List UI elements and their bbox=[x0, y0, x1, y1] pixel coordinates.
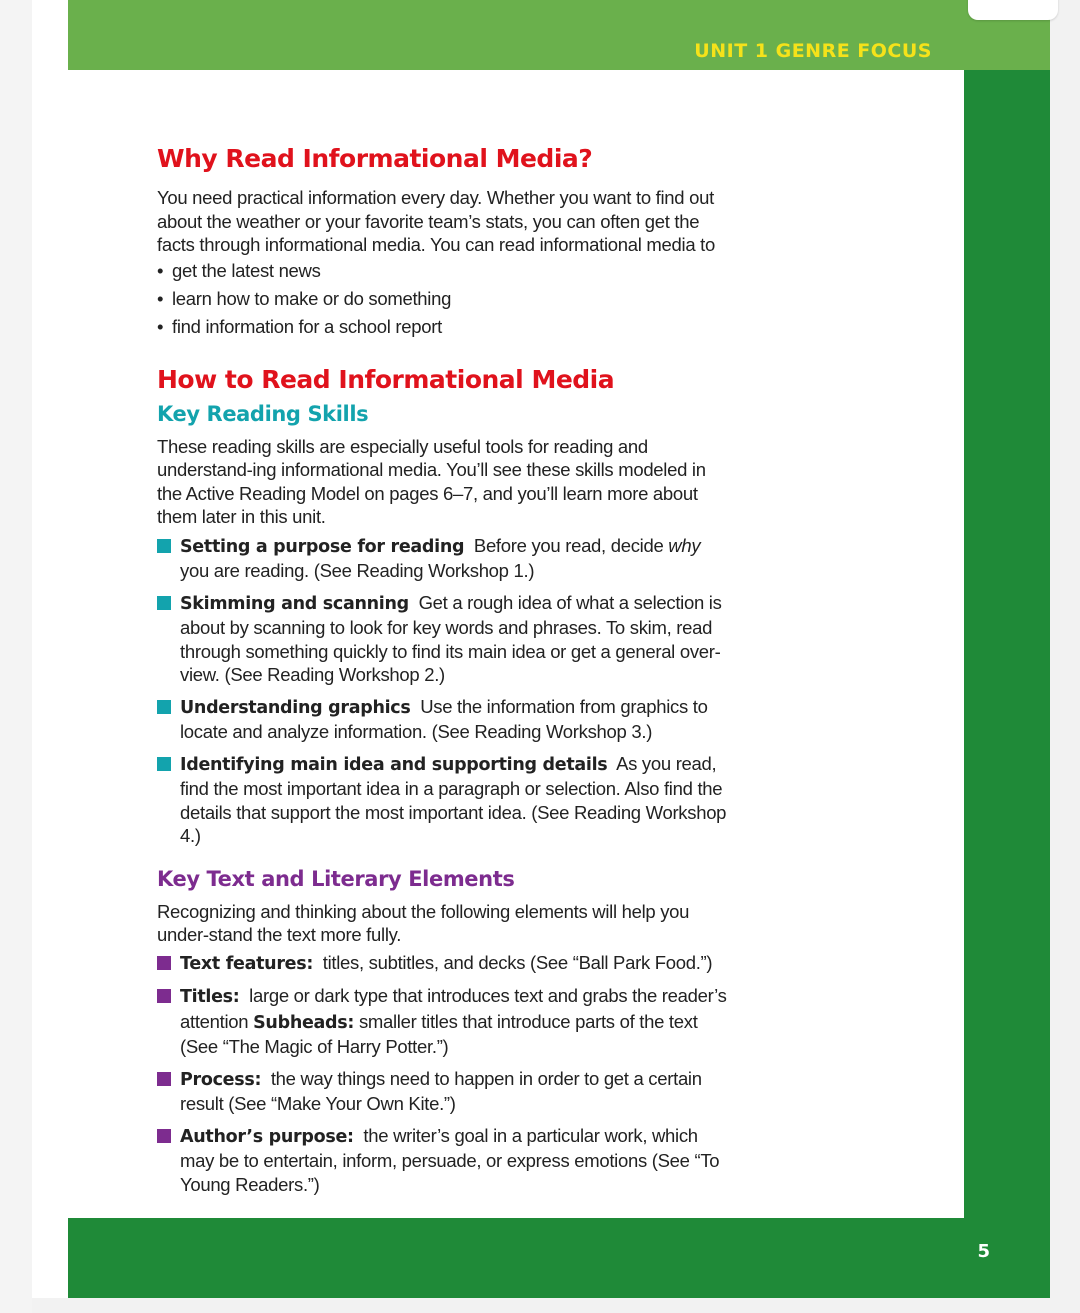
list-item: Understanding graphics Use the information from graphics to locate and analyze information. (See Reading Workshop 3.) bbox=[157, 695, 727, 744]
why-bullet-list bbox=[157, 257, 727, 341]
list-item: • find information for a school report bbox=[157, 313, 727, 341]
left-gutter bbox=[0, 0, 32, 1313]
bullet-icon: • bbox=[157, 259, 164, 281]
square-bullet-icon bbox=[157, 757, 171, 771]
list-item: • get the latest news bbox=[157, 257, 727, 285]
square-bullet-icon bbox=[157, 1129, 171, 1143]
page-content bbox=[157, 142, 727, 1204]
key-reading-skills-heading: Key Reading Skills bbox=[157, 401, 369, 426]
header-band bbox=[68, 0, 1050, 70]
list-item: Author’s purpose: the writer’s goal in a particular work, which may be to entertain, inform, persuade, or express emotions (See “To Young Readers.”) bbox=[157, 1124, 727, 1197]
why-heading: Why Read Informational Media? bbox=[157, 144, 593, 173]
bullet-icon: • bbox=[157, 287, 164, 309]
square-bullet-icon bbox=[157, 1072, 171, 1086]
bullet-icon: • bbox=[157, 315, 164, 337]
square-bullet-icon bbox=[157, 596, 171, 610]
why-intro: You need practical information every day. Whether you want to find out about the weather or your favorite team’s stats, you can often get the facts through informational media. You can read informational media to bbox=[157, 187, 715, 255]
page-number: 5 bbox=[977, 1241, 990, 1262]
footer-band bbox=[68, 1218, 1050, 1298]
list-item: Text features: titles, subtitles, and decks (See “Ball Park Food.”) bbox=[157, 951, 727, 977]
square-bullet-icon bbox=[157, 539, 171, 553]
unit-label: UNIT 1 GENRE FOCUS bbox=[694, 40, 932, 62]
square-bullet-icon bbox=[157, 989, 171, 1003]
corner-tab bbox=[968, 0, 1058, 20]
square-bullet-icon bbox=[157, 700, 171, 714]
list-item: Skimming and scanning Get a rough idea of what a selection is about by scanning to look for key words and phrases. To skim, read through something quickly to find its main idea or get a general over-view. (See Reading Workshop 2.) bbox=[157, 591, 727, 687]
list-item: Titles: large or dark type that introduces text and grabs the reader’s attention Subheads: smaller titles that introduce parts of the text (See “The Magic of Harry Potter.”) bbox=[157, 984, 727, 1059]
list-item: Process: the way things need to happen in order to get a certain result (See “Make Your Own Kite.”) bbox=[157, 1067, 727, 1116]
list-item: Identifying main idea and supporting details As you read, find the most important idea in a paragraph or selection. Also find the details that support the most important idea. (See Reading Workshop 4.) bbox=[157, 752, 727, 848]
elements-list bbox=[157, 951, 727, 1197]
elements-intro: Recognizing and thinking about the following elements will help you under-stand the text more fully. bbox=[157, 900, 690, 945]
how-heading: How to Read Informational Media bbox=[157, 364, 615, 394]
list-item: • learn how to make or do something bbox=[157, 285, 727, 313]
skills-intro: These reading skills are especially useful tools for reading and understand-ing informational media. You’ll see these skills modeled in the Active Reading Model on pages 6–7, and you’ll learn more about them later in this unit. bbox=[157, 435, 706, 527]
square-bullet-icon bbox=[157, 956, 171, 970]
right-color-band bbox=[964, 70, 1050, 1298]
list-item: Setting a purpose for reading Before you read, decide why you are reading. (See Reading Workshop 1.) bbox=[157, 534, 727, 583]
skills-list bbox=[157, 534, 727, 848]
key-elements-heading: Key Text and Literary Elements bbox=[157, 866, 515, 891]
